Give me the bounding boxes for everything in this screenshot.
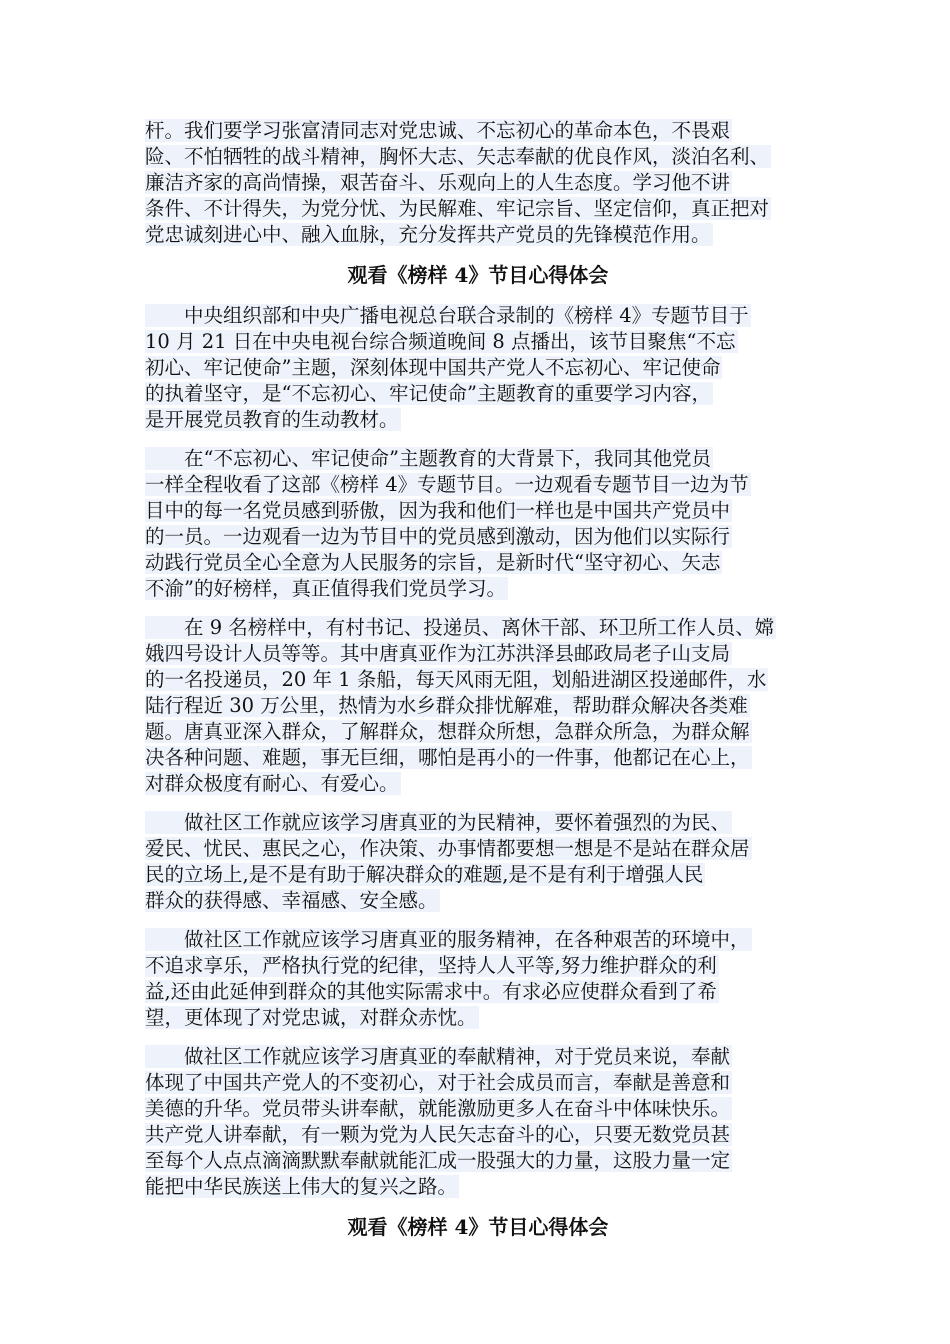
text-line [145, 381, 811, 407]
line-text: 险、不怕牺牲的战斗精神，胸怀大志、矢志奉献的优良作风，淡泊名利、 [145, 145, 770, 168]
line-text: 不渝”的好榜样，真正值得我们党员学习。 [145, 577, 506, 600]
text-line [145, 1044, 811, 1070]
line-text: 的执着坚守，是“不忘初心、牢记使命”主题教育的重要学习内容， [145, 382, 711, 405]
text-line [145, 303, 811, 329]
section-heading: 观看《榜样 4》节目心得体会 [347, 263, 609, 287]
line-text: 党忠诚刻进心中、融入血脉，充分发挥共产党员的先锋模范作用。 [145, 223, 711, 246]
text-line [145, 329, 811, 355]
text-line [145, 407, 811, 433]
text-line [145, 222, 811, 248]
line-text: 体现了中国共产党人的不变初心，对于社会成员而言，奉献是善意和 [145, 1071, 731, 1094]
line-text: 爱民、忧民、惠民之心，作决策、办事情都要想一想是不是站在群众居 [145, 837, 750, 860]
text-line [145, 745, 811, 771]
text-line [145, 862, 811, 888]
text-line [145, 667, 811, 693]
text-line [145, 498, 811, 524]
line-text: 对群众极度有耐心、有爱心。 [145, 772, 399, 795]
line-text: 陆行程近 30 万公里，热情为水乡群众排忧解难，帮助群众解决各类难 [145, 694, 748, 717]
line-text: 在 9 名榜样中，有村书记、投递员、离休干部、环卫所工作人员、嫦 [145, 616, 775, 639]
line-text: 条件、不计得失，为党分忧、为民解难、牢记宗旨、坚定信仰，真正把对 [145, 197, 770, 220]
line-text: 做社区工作就应该学习唐真亚的奉献精神，对于党员来说，奉献 [145, 1045, 731, 1068]
line-text: 目中的每一名党员感到骄傲，因为我和他们一样也是中国共产党员中 [145, 499, 731, 522]
text-line [145, 927, 811, 953]
document-body [145, 118, 811, 1255]
text-line [145, 1174, 811, 1200]
text-line [145, 953, 811, 979]
text-line [145, 1070, 811, 1096]
text-line [145, 771, 811, 797]
line-text: 能把中华民族送上伟大的复兴之路。 [145, 1175, 458, 1198]
line-text: 廉洁齐家的高尚情操，艰苦奋斗、乐观向上的人生态度。学习他不讲 [145, 171, 731, 194]
paragraph [145, 446, 811, 602]
line-text: 中央组织部和中央广播电视总台联合录制的《榜样 4》专题节目于 [145, 304, 749, 327]
text-line [145, 576, 811, 602]
text-line [145, 196, 811, 222]
text-line [145, 355, 811, 381]
text-line [145, 693, 811, 719]
text-line [145, 1096, 811, 1122]
line-text: 益,还由此延伸到群众的其他实际需求中。有求必应使群众看到了希 [145, 980, 717, 1003]
text-line [145, 472, 811, 498]
paragraph [145, 615, 811, 797]
line-text: 的一员。一边观看一边为节目中的党员感到激动，因为他们以实际行 [145, 525, 731, 548]
paragraph [145, 1044, 811, 1200]
text-line [145, 888, 811, 914]
paragraph [145, 303, 811, 433]
line-text: 共产党人讲奉献，有一颗为党为人民矢志奋斗的心，只要无数党员甚 [145, 1123, 731, 1146]
line-text: 的一名投递员，20 年 1 条船，每天风雨无阻，划船进湖区投递邮件，水 [145, 668, 767, 691]
line-text: 动践行党员全心全意为人民服务的宗旨，是新时代“坚守初心、矢志 [145, 551, 721, 574]
line-text: 10 月 21 日在中央电视台综合频道晚间 8 点播出，该节目聚焦“不忘 [145, 330, 736, 353]
line-text: 题。唐真亚深入群众，了解群众，想群众所想，急群众所急，为群众解 [145, 720, 750, 743]
section-heading: 观看《榜样 4》节目心得体会 [347, 1215, 609, 1239]
line-text: 不追求享乐，严格执行党的纪律，坚持人人平等,努力维护群众的利 [145, 954, 717, 977]
paragraph [145, 118, 811, 248]
line-text: 初心、牢记使命”主题，深刻体现中国共产党人不忘初心、牢记使命 [145, 356, 721, 379]
text-line [145, 550, 811, 576]
line-text: 望，更体现了对党忠诚，对群众赤忱。 [145, 1006, 477, 1029]
text-line [145, 641, 811, 667]
line-text: 群众的获得感、幸福感、安全感。 [145, 889, 438, 912]
text-line [145, 446, 811, 472]
text-line [145, 170, 811, 196]
text-line [145, 1005, 811, 1031]
text-line [145, 1148, 811, 1174]
text-line [145, 524, 811, 550]
line-text: 做社区工作就应该学习唐真亚的服务精神，在各种艰苦的环境中， [145, 928, 750, 951]
paragraph [145, 810, 811, 914]
text-line [145, 836, 811, 862]
text-line [145, 810, 811, 836]
line-text: 做社区工作就应该学习唐真亚的为民精神，要怀着强烈的为民、 [145, 811, 731, 834]
text-line [145, 144, 811, 170]
line-text: 至每个人点点滴滴默默奉献就能汇成一股强大的力量，这股力量一定 [145, 1149, 731, 1172]
line-text: 杆。我们要学习张富清同志对党忠诚、不忘初心的革命本色，不畏艰 [145, 119, 731, 142]
text-line [145, 979, 811, 1005]
line-text: 一样全程收看了这部《榜样 4》专题节目。一边观看专题节目一边为节 [145, 473, 749, 496]
line-text: 民的立场上,是不是有助于解决群众的难题,是不是有利于增强人民 [145, 863, 704, 886]
text-line [145, 1122, 811, 1148]
line-text: 娥四号设计人员等等。其中唐真亚作为江苏洪泽县邮政局老子山支局 [145, 642, 731, 665]
line-text: 决各种问题、难题，事无巨细，哪怕是再小的一件事，他都记在心上， [145, 746, 750, 769]
line-text: 美德的升华。党员带头讲奉献，就能激励更多人在奋斗中体味快乐。 [145, 1097, 731, 1120]
paragraph [145, 927, 811, 1031]
text-line [145, 615, 811, 641]
line-text: 在“不忘初心、牢记使命”主题教育的大背景下，我同其他党员 [145, 447, 711, 470]
line-text: 是开展党员教育的生动教材。 [145, 408, 399, 431]
text-line [145, 719, 811, 745]
text-line [145, 118, 811, 144]
